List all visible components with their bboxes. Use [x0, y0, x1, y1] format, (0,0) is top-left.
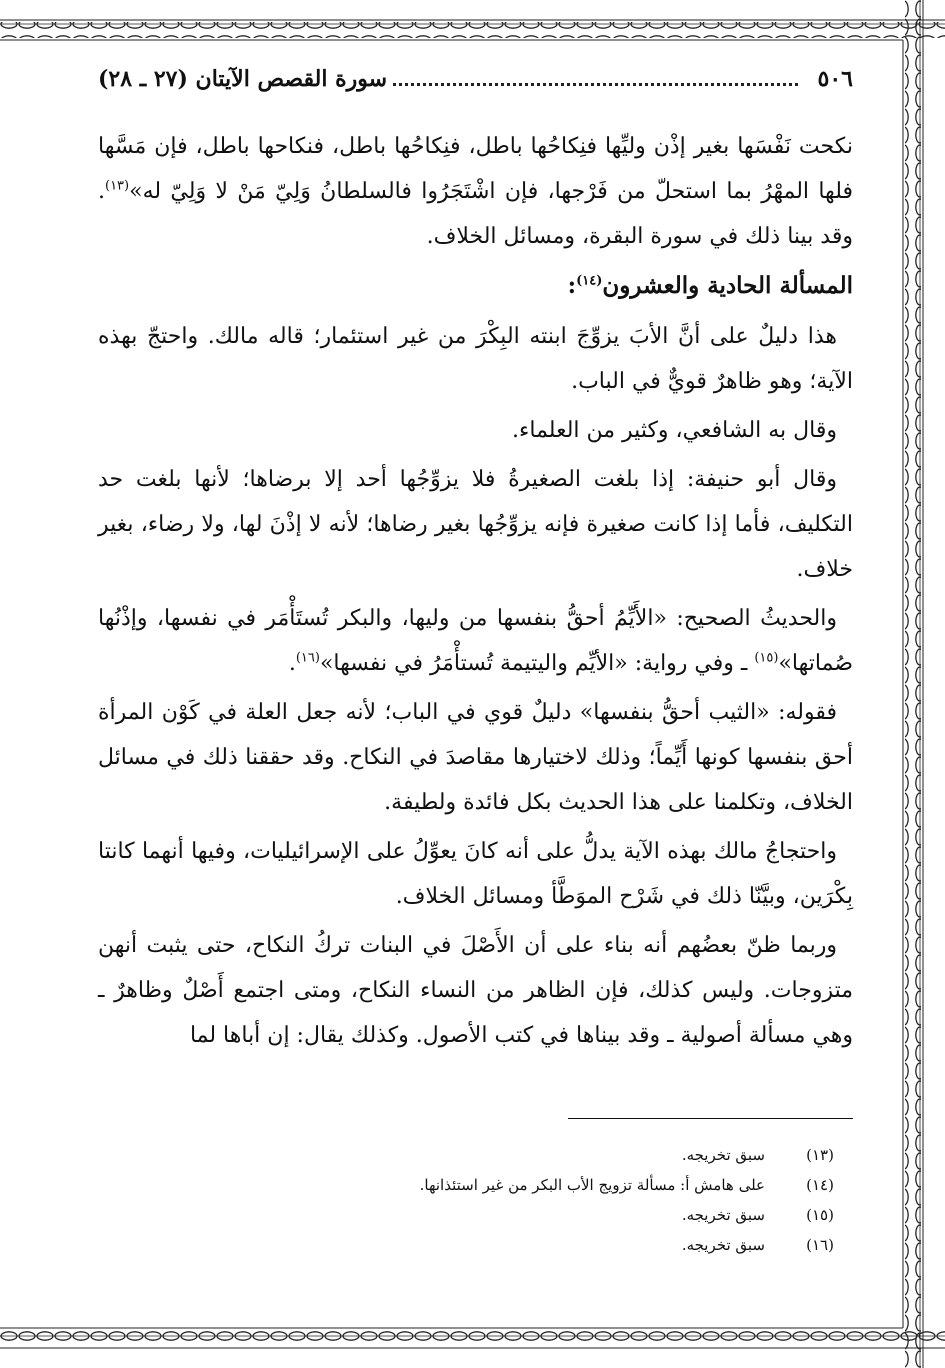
- paragraph-7: واحتجاجُ مالك بهذه الآية يدلُّ على أنه كانَ يعوِّلُ على الإسرائيليات، وفيها أنهما كانتا بِكْرَين، وبيَّنّا ذلك في شَرْح الموَطَّأ ومسائل الخلاف.: [98, 839, 853, 909]
- footnote-ref-16[interactable]: (١٦): [295, 650, 320, 666]
- paragraph-3: وقال به الشافعي، وكثير من العلماء.: [512, 418, 837, 443]
- running-header: [98, 66, 853, 106]
- footnote-ref-14[interactable]: (١٤): [576, 273, 603, 289]
- footnote-item: [98, 1170, 853, 1200]
- footnote-number: (١٤): [806, 1176, 834, 1194]
- paragraph-4: وقال أبو حنيفة: إذا بلغت الصغيرةُ فلا يزوِّجُها أحد إلا برضاها؛ لأنها بلغت حد التكليف، فأما إذا كانت صغيرة فإنه يزوِّجُها بغير رضاها؛ لأنه لا إذْنَ لها، ولا رضاء، بغير خلاف.: [98, 467, 853, 582]
- footnote-separator: [568, 1118, 853, 1119]
- footnote-item: [98, 1200, 853, 1230]
- header-dot-leader: [393, 83, 797, 86]
- footnotes: [98, 1140, 853, 1260]
- main-text: [98, 124, 853, 1058]
- footnote-number: (١٦): [806, 1236, 834, 1254]
- footnote-text: على هامش أ: مسألة تزويج الأب البكر من غير استئذانها.: [419, 1176, 765, 1194]
- footnote-ref-15[interactable]: (١٥): [754, 650, 779, 666]
- paragraph-5-text-a: والحديثُ الصحيح: «الأَيِّمُ أحقُّ بنفسها من وليها، والبكر تُستَأْمَر في نفسها، وإذْنُها صُماتها»: [98, 606, 853, 676]
- section-heading-colon: :: [567, 272, 577, 299]
- page-number: ٥٠٦: [817, 66, 853, 92]
- paragraph-6: فقوله: «الثيب أحقُّ بنفسها» دليلٌ قوي في الباب؛ لأنه جعل العلة في كَوْن المرأة أحق بنفسها كونها أَيِّماً؛ وذلك لاختيارها مقاصدَ في النكاح. وقد حققنا ذلك في مسائل الخلاف، وتكلمنا على هذا الحديث بكل فائدة ولطيفة.: [98, 700, 853, 815]
- footnote-number: (١٣): [806, 1146, 834, 1164]
- paragraph-5-text-b: ـ وفي رواية: «الأيِّم واليتيمة تُستأْمَرُ في نفسها»: [319, 651, 748, 676]
- footnote-item: [98, 1230, 853, 1260]
- paragraph-5-text-c: .: [288, 651, 296, 676]
- paragraph-5: [98, 596, 853, 686]
- section-heading: [98, 263, 853, 308]
- footnote-text: سبق تخريجه.: [681, 1206, 765, 1224]
- footnote-text: سبق تخريجه.: [681, 1236, 765, 1254]
- paragraph-1-tail: . وقد بينا ذلك في سورة البقرة، ومسائل الخلاف.: [98, 179, 853, 249]
- paragraph-2: هذا دليلٌ على أنَّ الأبَ يزوِّجَ ابنته البِكْرَ من غير استئمار؛ قاله مالك. واحتجّ بهذه الآية؛ وهو ظاهرٌ قويٌّ في الباب.: [98, 324, 853, 394]
- page-content: [98, 66, 853, 1308]
- footnote-item: [98, 1140, 853, 1170]
- header-title: سورة القصص الآيتان (٢٧ ـ ٢٨): [98, 66, 388, 92]
- paragraph-1: [98, 124, 853, 259]
- section-heading-text: المسألة الحادية والعشرون: [602, 272, 853, 299]
- paragraph-8: وربما ظنّ بعضُهم أنه بناء على أن الأَصْلَ في البنات تركُ النكاح، حتى يثبت أنهن متزوجات. وليس كذلك، فإن الظاهر من النساء النكاح، ومتى اجتمع أَصْلٌ وظاهرٌ ـ وهي مسألة أصولية ـ وقد بيناها في كتب الأصول. وكذلك يقال: إن أباها لما: [98, 933, 853, 1048]
- footnote-ref-13[interactable]: (١٣): [105, 178, 130, 194]
- footnote-text: سبق تخريجه.: [681, 1146, 765, 1164]
- footnote-number: (١٥): [806, 1206, 834, 1224]
- paragraph-1-text: نكحت نَفْسَها بغير إذْن وليِّها فنِكاحُها باطل، فنِكاحُها باطل، فنكاحها باطل، فإن مَسَّها فلها المهْرُ بما استحلّ من فَرْجها، فإن اشْتَجَرُوا فالسلطانُ وَلِيّ مَنْ لا وَلِيّ له»: [98, 134, 853, 204]
